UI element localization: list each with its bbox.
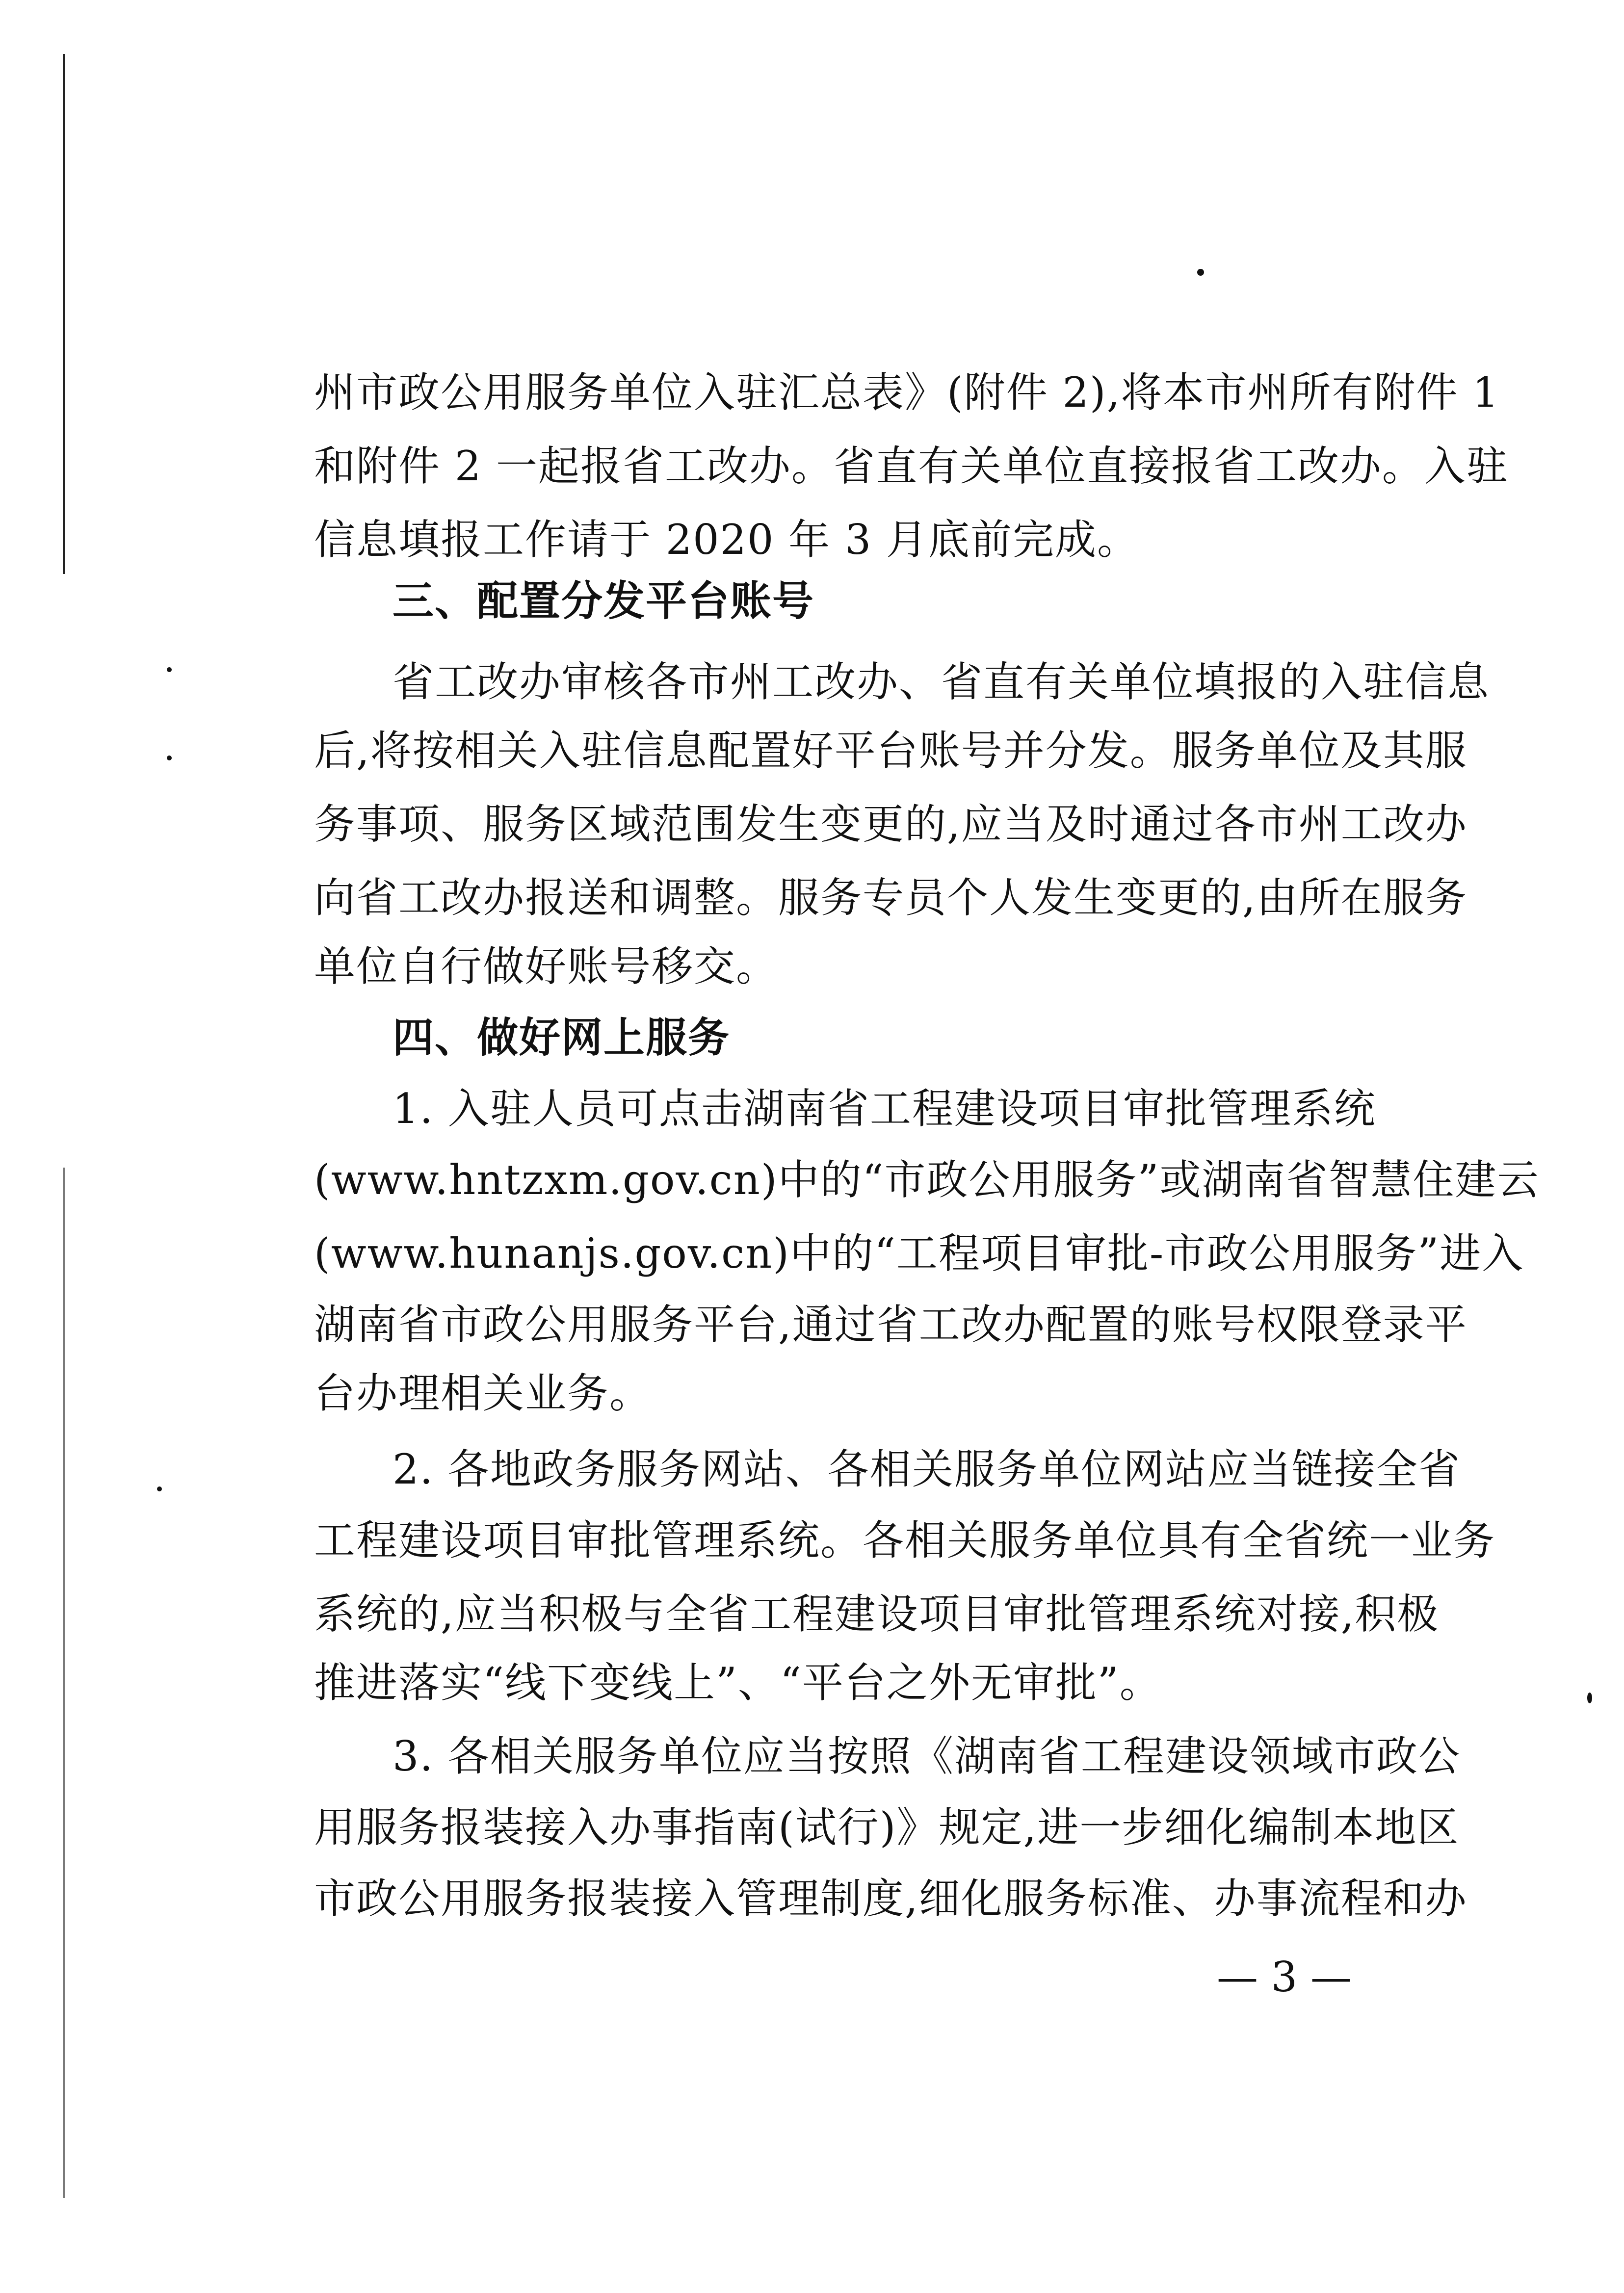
text-line-16: 2. 各地政务服务网站、各相关服务单位网站应当链接全省 (393, 1445, 1461, 1493)
text-line-7: 务事项、服务区域范围发生变更的,应当及时通过各市州工改办 (314, 800, 1467, 848)
text-line-11: 1. 入驻人员可点击湖南省工程建设项目审批管理系统 (393, 1085, 1376, 1133)
text-line-5: 省工改办审核各市州工改办、省直有关单位填报的入驻信息 (393, 658, 1490, 706)
text-line-21: 用服务报装接入办事指南(试行)》规定,进一步细化编制本地区 (314, 1803, 1460, 1851)
text-line-8: 向省工改办报送和调整。服务专员个人发生变更的,由所在服务 (314, 874, 1467, 922)
text-line-19: 推进落实“线下变线上”、“平台之外无审批”。 (314, 1659, 1162, 1707)
text-line-17: 工程建设项目审批管理系统。各相关服务单位具有全省统一业务 (314, 1516, 1496, 1564)
text-line-3: 信息填报工作请于 2020 年 3 月底前完成。 (314, 516, 1140, 564)
text-line-12: (www.hntzxm.gov.cn)中的“市政公用服务”或湖南省智慧住建云 (314, 1156, 1540, 1204)
section-heading-3: 三、配置分发平台账号 (393, 577, 815, 625)
scan-speck (157, 1486, 162, 1491)
text-line-22: 市政公用服务报装接入管理制度,细化服务标准、办事流程和办 (314, 1875, 1467, 1923)
text-line-18: 系统的,应当积极与全省工程建设项目审批管理系统对接,积极 (314, 1590, 1440, 1638)
text-line-9: 单位自行做好账号移交。 (314, 942, 779, 990)
text-line-6: 后,将按相关入驻信息配置好平台账号并分发。服务单位及其服 (314, 727, 1467, 775)
scan-speck (167, 667, 172, 672)
page-number: — 3 — (1217, 1953, 1352, 2001)
section-heading-4: 四、做好网上服务 (393, 1014, 731, 1062)
text-line-15: 台办理相关业务。 (314, 1369, 652, 1417)
scan-speck (1197, 269, 1204, 276)
text-line-20: 3. 各相关服务单位应当按照《湖南省工程建设领域市政公 (393, 1732, 1461, 1780)
scan-margin-line-top (63, 54, 65, 574)
text-line-2: 和附件 2 一起报省工改办。省直有关单位直接报省工改办。入驻 (314, 442, 1509, 490)
text-line-13: (www.hunanjs.gov.cn)中的“工程项目审批-市政公用服务”进入 (314, 1229, 1524, 1277)
text-line-14: 湖南省市政公用服务平台,通过省工改办配置的账号权限登录平 (314, 1301, 1467, 1349)
scan-speck (1587, 1693, 1592, 1703)
scan-speck (167, 756, 172, 760)
text-line-1: 州市政公用服务单位入驻汇总表》(附件 2),将本市州所有附件 1 (314, 368, 1500, 417)
scan-margin-line-bottom (63, 1168, 65, 2198)
